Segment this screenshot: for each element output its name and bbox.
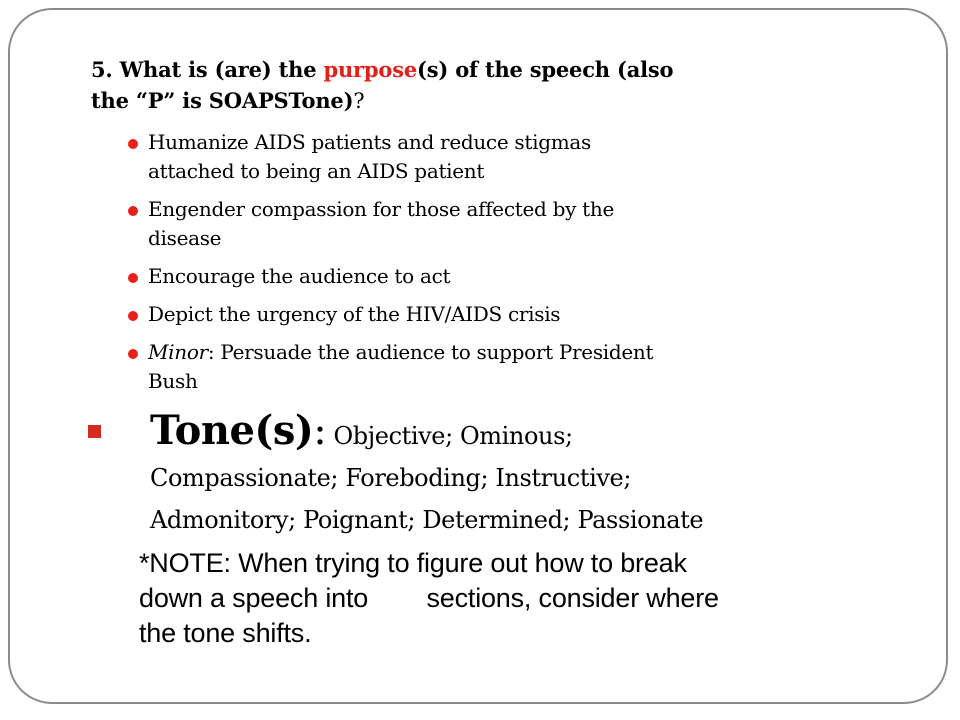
bullet-dot-icon	[128, 349, 138, 359]
bullet-dot-icon	[128, 311, 138, 321]
tone-colon: :	[313, 408, 327, 454]
bullet-dot-icon	[128, 273, 138, 283]
heading-question-mark: ?	[353, 89, 365, 113]
tone-line-3: Admonitory; Poignant; Determined; Passionate	[150, 506, 704, 534]
list-item-line2: Bush	[148, 369, 198, 393]
note-line-2: down a speech into sections, consider where	[139, 583, 719, 613]
list-item-line1: Humanize AIDS patients and reduce stigmas	[148, 130, 591, 154]
list-item-line2: disease	[148, 226, 222, 250]
purpose-list	[128, 128, 828, 405]
list-item	[128, 300, 828, 329]
tone-section	[150, 407, 870, 541]
heading-prefix: 5. What is (are) the	[91, 57, 324, 82]
list-item-line1: Depict the urgency of the HIV/AIDS crisis	[148, 302, 561, 326]
note-line-1: *NOTE: When trying to figure out how to break	[139, 548, 687, 578]
tone-line-1	[150, 407, 870, 457]
note	[139, 546, 839, 651]
bullet-dot-icon	[128, 139, 138, 149]
list-item-line1: Engender compassion for those affected by the	[148, 197, 614, 221]
tone-text-line1: Objective; Ominous;	[326, 422, 573, 450]
list-item-italic-prefix: Minor	[148, 340, 208, 364]
note-line-3: the tone shifts.	[139, 618, 312, 648]
list-item	[128, 195, 828, 253]
list-item-line1: Encourage the audience to act	[148, 264, 451, 288]
square-bullet-icon	[88, 425, 101, 438]
list-item-line2: attached to being an AIDS patient	[148, 159, 485, 183]
tone-title: Tone(s)	[150, 407, 314, 454]
list-item	[128, 262, 828, 291]
list-item	[128, 128, 828, 186]
list-item-line1: : Persuade the audience to support President	[207, 340, 654, 364]
list-item	[128, 338, 828, 396]
bullet-dot-icon	[128, 206, 138, 216]
heading-suffix: (s) of the speech (also	[416, 57, 674, 82]
question-heading	[91, 54, 851, 117]
tone-line-2: Compassionate; Foreboding; Instructive;	[150, 464, 632, 492]
heading-line2: the “P” is SOAPSTone)	[91, 88, 354, 113]
heading-accent-word: purpose	[323, 57, 417, 82]
